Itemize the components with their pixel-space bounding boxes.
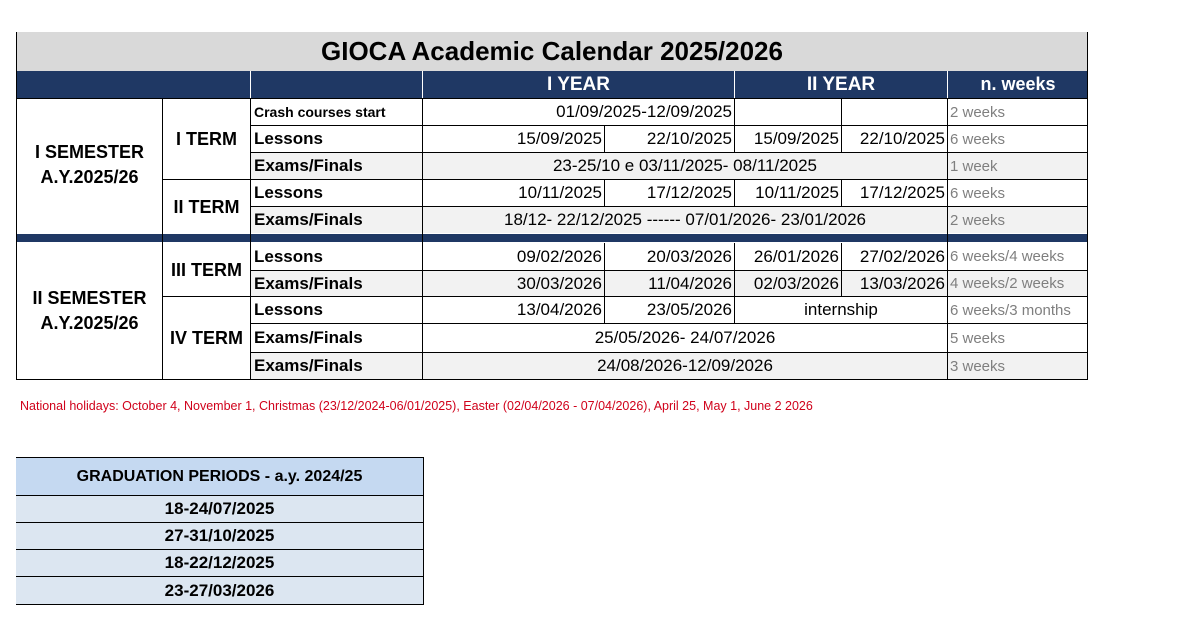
term3-lessons-label: Lessons: [254, 246, 323, 266]
header-divider: [422, 71, 423, 98]
term4-exams2-weeks: 3 weeks: [950, 357, 1006, 375]
graduation-period: 23-27/03/2026: [16, 577, 423, 604]
header-divider: [947, 71, 948, 98]
grid-line: [16, 457, 424, 458]
graduation-period: 18-22/12/2025: [16, 550, 423, 576]
grid-line: [16, 576, 424, 577]
term2-lessons-weeks: 6 weeks: [950, 184, 1006, 202]
term2-label: II TERM: [173, 196, 240, 217]
term1-exams-label: Exams/Finals: [254, 156, 363, 175]
semester2-label-line1: II SEMESTER: [32, 288, 147, 308]
term4-label: IV TERM: [169, 327, 243, 348]
term3-exams-y1-end: 11/04/2026: [648, 273, 732, 293]
term4-exams2-range: 24/08/2026-12/09/2026: [597, 356, 773, 375]
term1-label: I TERM: [176, 128, 237, 149]
term3-lessons-weeks: 6 weeks/4 weeks: [950, 248, 1065, 265]
grid-line: [16, 604, 424, 605]
term4-lessons-label: Lessons: [254, 300, 323, 319]
term2-lessons-y2-start: 10/11/2025: [755, 183, 839, 202]
semester2-label: [16, 286, 163, 336]
term1-lessons-y1-start: 15/09/2025: [516, 129, 602, 148]
term3-exams-y2-start: 02/03/2026: [753, 273, 839, 293]
term3-exams-weeks: 4 weeks/2 weeks: [950, 275, 1065, 292]
header-year1: I YEAR: [546, 73, 610, 95]
crash-courses-weeks: 2 weeks: [950, 103, 1006, 121]
crash-courses-range: 01/09/2025-12/09/2025: [556, 102, 732, 121]
term3-exams-y2-end: 13/03/2026: [859, 273, 945, 293]
calendar-title: GIOCA Academic Calendar 2025/2026: [16, 32, 1088, 71]
term1-lessons-y2-start: 15/09/2025: [753, 129, 839, 148]
term1-lessons-weeks: 6 weeks: [950, 130, 1006, 148]
term4-exams2-label: Exams/Finals: [254, 356, 363, 375]
grid-line: [16, 495, 424, 496]
semester2-label-line2: A.Y.2025/26: [40, 313, 139, 333]
term4-internship: internship: [804, 300, 878, 319]
term4-lessons-weeks: 6 weeks/3 months: [950, 301, 1071, 319]
term1-exams-range: 23-25/10 e 03/11/2025- 08/11/2025: [552, 156, 818, 175]
term2-lessons-label: Lessons: [254, 183, 323, 202]
term1-exams-weeks: 1 week: [950, 157, 998, 175]
term1-lessons-y2-end: 22/10/2025: [859, 129, 945, 148]
term3-exams-label: Exams/Finals: [254, 273, 363, 293]
term3-lessons-y1-start: 09/02/2026: [516, 246, 602, 266]
term3-lessons-y2-end: 27/02/2026: [859, 246, 945, 266]
grid-line: [16, 522, 424, 523]
graduation-title: GRADUATION PERIODS - a.y. 2024/25: [16, 458, 423, 495]
header-year2: II YEAR: [806, 73, 876, 95]
term1-lessons-label: Lessons: [254, 129, 323, 148]
header-weeks: n. weeks: [980, 74, 1056, 94]
term3-lessons-y1-end: 20/03/2026: [646, 246, 732, 266]
term3-exams-y1-start: 30/03/2026: [516, 273, 602, 293]
term2-exams-range: 18/12- 22/12/2025 ------ 07/01/2026- 23/01/2026: [504, 210, 866, 229]
header-divider: [734, 71, 735, 98]
semester-separator: [16, 234, 1088, 242]
term4-exams1-weeks: 5 weeks: [950, 329, 1006, 347]
graduation-period: 27-31/10/2025: [16, 523, 423, 549]
term4-lessons-y1-start: 13/04/2026: [516, 300, 602, 319]
semester1-label: [16, 140, 163, 190]
semester1-label-line2: A.Y.2025/26: [40, 167, 139, 187]
term2-exams-label: Exams/Finals: [254, 210, 363, 229]
crash-courses-label: Crash courses start: [254, 104, 386, 120]
term2-lessons-y1-start: 10/11/2025: [518, 183, 602, 202]
semester1-label-line1: I SEMESTER: [34, 142, 145, 162]
grid-line: [423, 457, 424, 605]
term2-lessons-y2-end: 17/12/2025: [859, 183, 945, 202]
grid-line: [16, 549, 424, 550]
term2-lessons-y1-end: 17/12/2025: [646, 183, 732, 202]
header-divider: [250, 71, 251, 98]
term4-exams1-range: 25/05/2026- 24/07/2026: [594, 328, 776, 347]
term2-exams-weeks: 2 weeks: [950, 211, 1006, 229]
term4-lessons-y1-end: 23/05/2026: [646, 300, 732, 319]
term1-lessons-y1-end: 22/10/2025: [646, 129, 732, 148]
holidays-note: National holidays: October 4, November 1, Christmas (23/12/2024-06/01/2025), Easter (02/04/2026 - 07/04/2026), April 25, May 1, June 2 2026: [20, 399, 813, 413]
term3-lessons-y2-start: 26/01/2026: [753, 246, 839, 266]
graduation-period: 18-24/07/2025: [16, 496, 423, 522]
term3-label: III TERM: [171, 259, 242, 280]
grid-line: [16, 379, 1088, 380]
term4-exams1-label: Exams/Finals: [254, 328, 363, 347]
